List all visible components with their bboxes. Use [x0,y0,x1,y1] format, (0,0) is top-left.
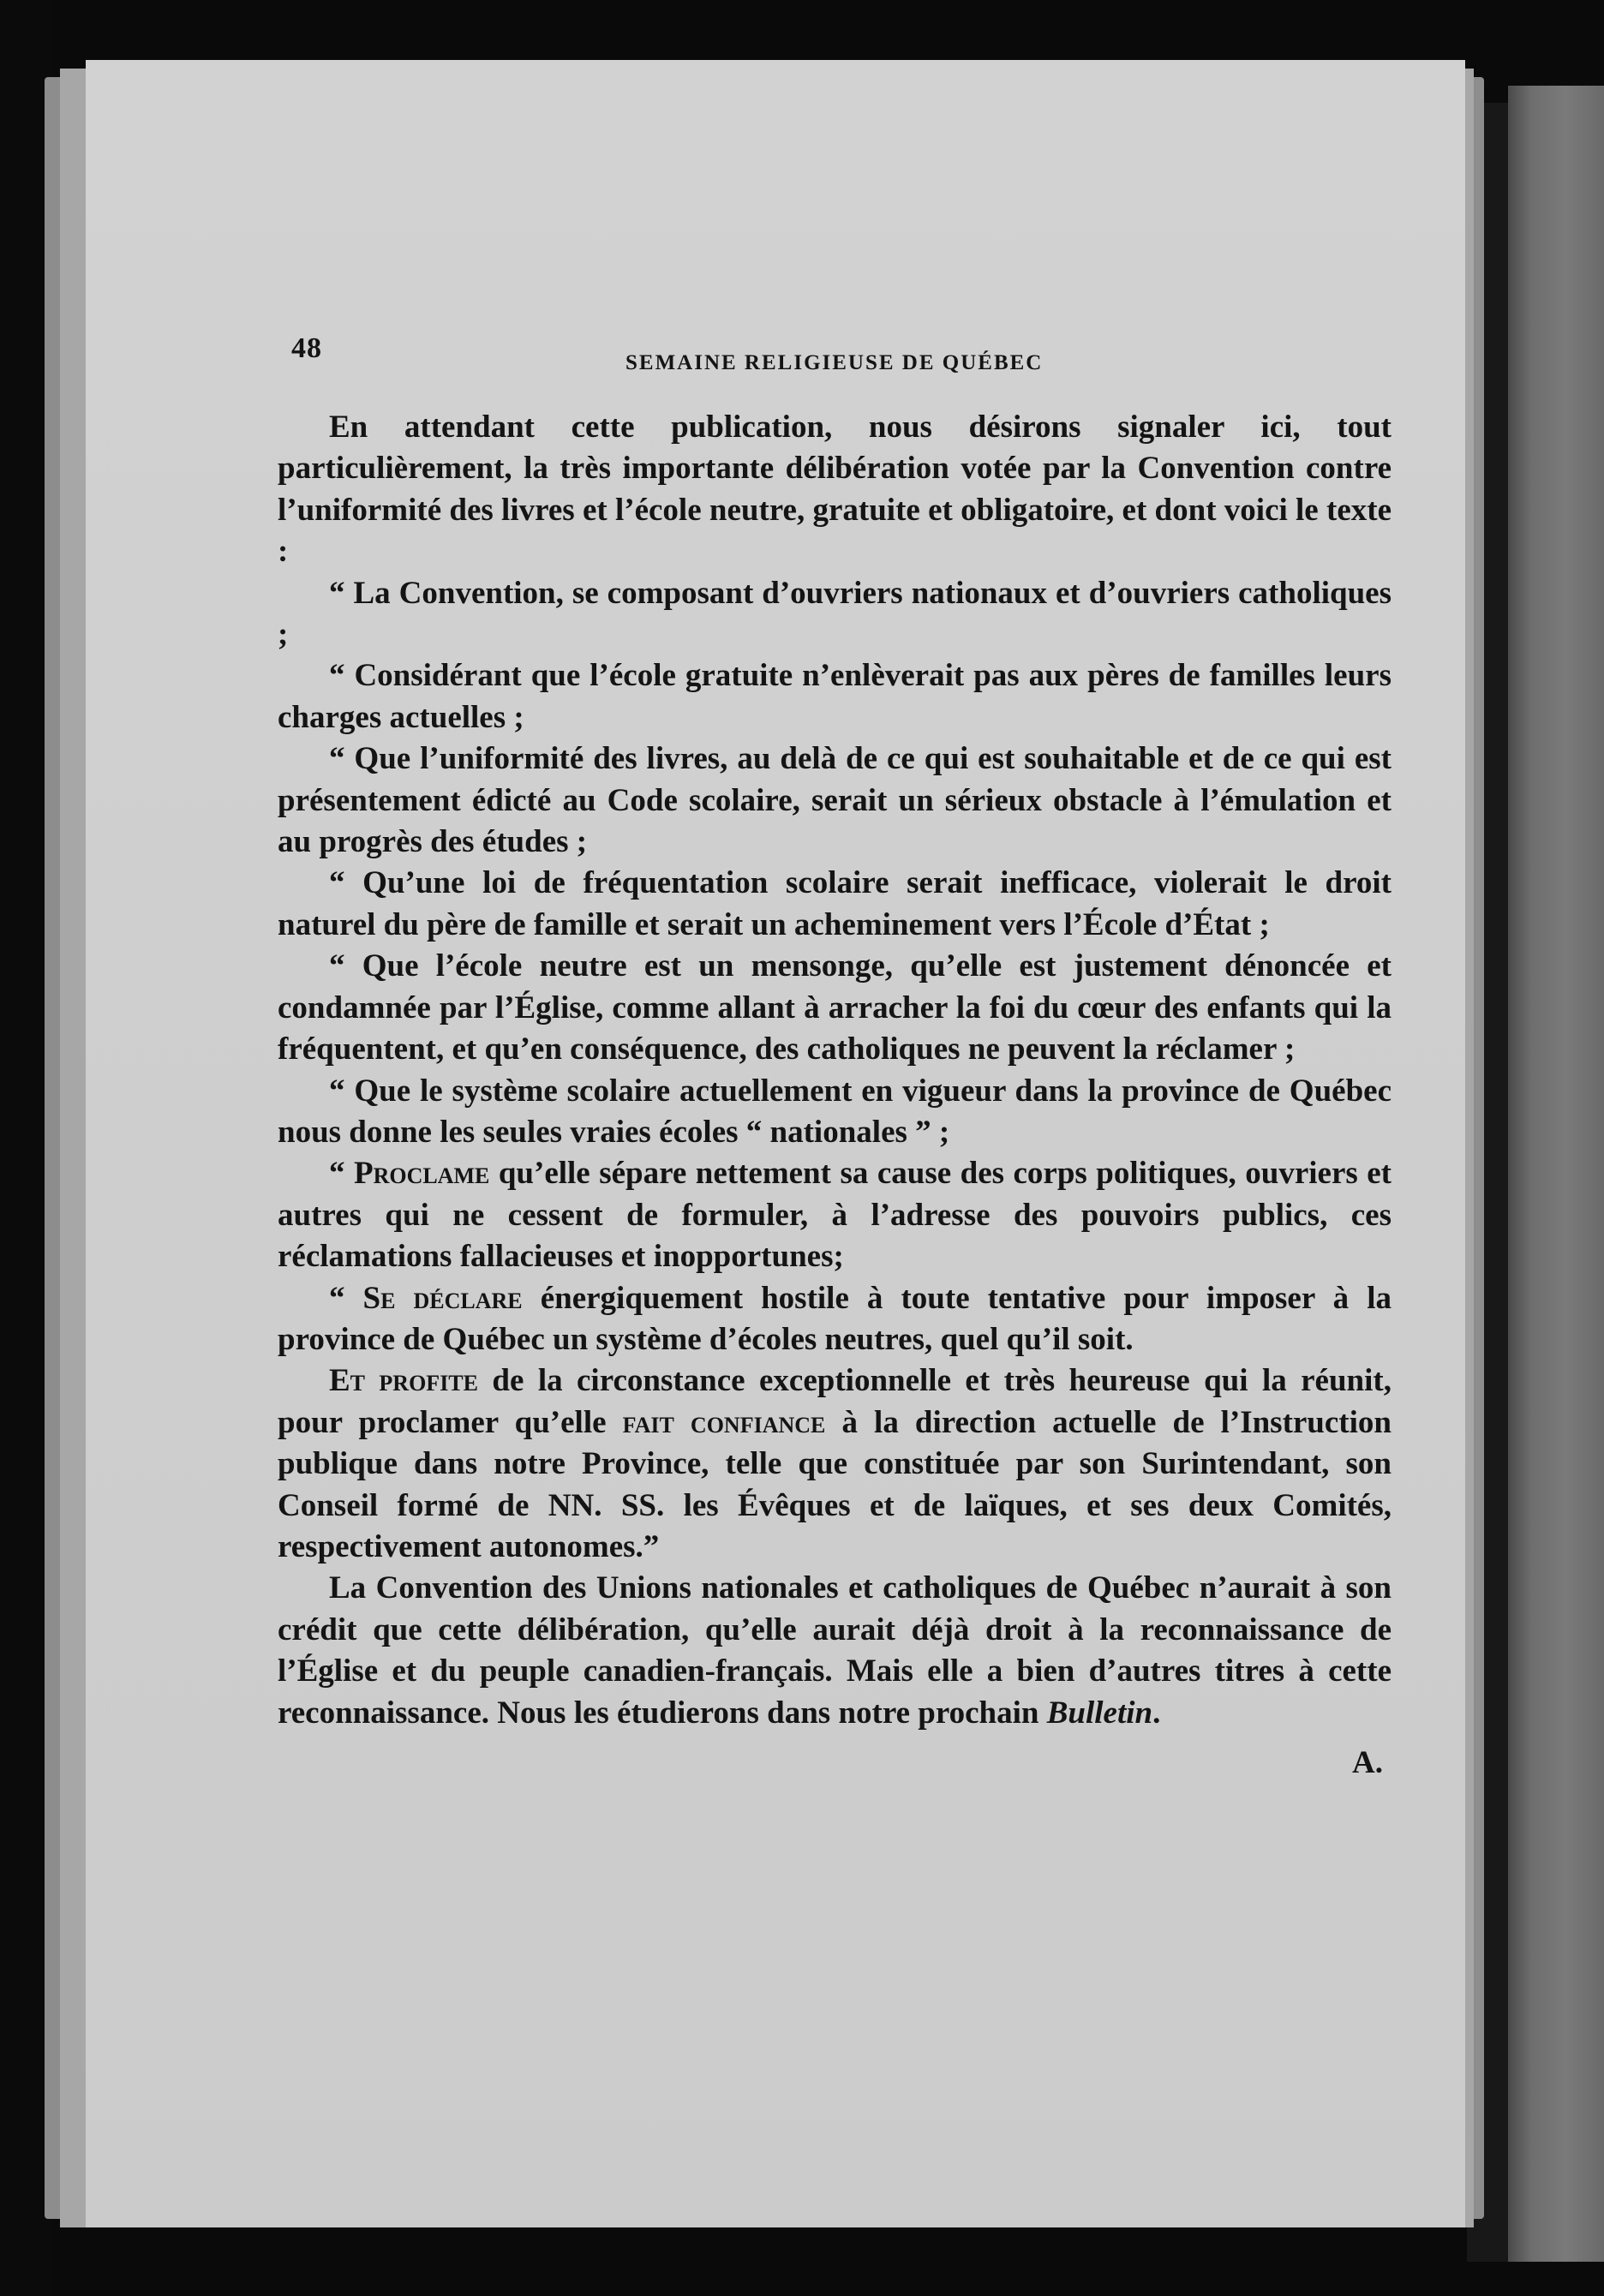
paragraph-proclame [278,1153,1392,1277]
paragraph-uniformite: “ Que l’uniformité des livres, au delà de ce qui est souhaitable et de ce qui est présentement édicté au Code scolaire, serait un sérieux obstacle à l’émulation et au progrès des études ; [278,741,1392,860]
paragraph-et-profite-text-b: à la direction actuelle de l’Instruction publique dans notre Province, telle que constituée par son Surintendant, son Conseil formé de NN. SS. les Évêques et de laïques, et ses deux Comités, respectivement autonomes.” [278,1404,1392,1564]
page [86,60,1465,2227]
lead-et-profite: Et profite [329,1363,478,1399]
page-number: 48 [291,332,322,364]
paragraph-intro: En attendant cette publication, nous désirons signaler ici, tout particulièrement, la très importante délibération votée par la Convention contre l’uniformité des livres et l’école neutre, gratuite et obligatoire, et dont voici le texte : [278,410,1392,570]
paragraph-se-declare [278,1278,1392,1361]
paragraph-proclame-text: qu’elle sépare nettement sa cause des corps politiques, ouvriers et autres qui ne cessent de formuler, à l’adresse des pouvoirs publics, ces réclamations fallacieuses et inopportunes; [278,1156,1392,1275]
running-title: SEMAINE RELIGIEUSE DE QUÉBEC [625,351,1044,374]
lead-proclame: “ Proclame [329,1156,490,1192]
paragraph-conclusion [278,1568,1392,1734]
paragraph-et-profite [278,1360,1392,1568]
paragraph-conclusion-text: La Convention des Unions nationales et catholiques de Québec n’aurait à son crédit que cette délibération, qu’elle aurait déjà droit à la reconnaissance de l’Église et du peuple canadien-français. Mais elle a bien d’autres titres à cette reconnaissance. Nous les étudierons dans notre prochain [278,1570,1392,1731]
paragraph-systeme-scolaire: “ Que le système scolaire actuellement en vigueur dans la province de Québec nous donne les seules vraies écoles “ nationales ” ; [278,1073,1392,1150]
scan-right-backing [1508,86,1604,2262]
lead-se-declare: “ Se déclare [329,1280,523,1316]
paragraph-considerant: “ Considérant que l’école gratuite n’enlèverait pas aux pères de familles leurs charges actuelles ; [278,658,1392,735]
paragraph-frequentation: “ Qu’une loi de fréquentation scolaire serait inefficace, violerait le droit naturel du père de famille et serait un acheminement vers l’École d’État ; [278,865,1392,942]
scan-left-border [0,0,51,2296]
paragraph-se-declare-text: énergiquement hostile à toute tentative pour imposer à la province de Québec un système d’écoles neutres, quel qu’il soit. [278,1280,1392,1357]
article-body [278,407,1392,1784]
paragraph-ecole-neutre: “ Que l’école neutre est un mensonge, qu’elle est justement dénoncée et condamnée par l’Église, comme allant à arracher la foi du cœur des enfants qui la fréquentent, et qu’en conséquence, des catholiques ne peuvent la réclamer ; [278,948,1392,1067]
paragraph-conclusion-end: . [1152,1695,1161,1731]
paragraph-convention: “ La Convention, se composant d’ouvriers nationaux et d’ouvriers catholiques ; [278,575,1392,653]
author-signature: A. [1352,1745,1383,1780]
bulletin-italic: Bulletin [1046,1695,1153,1731]
fait-confiance-smallcaps: fait confiance [622,1404,826,1440]
paragraph-et-profite-text-a: de la circonstance exceptionnelle et très heureuse qui la réunit, pour proclamer qu’elle [278,1363,1392,1440]
